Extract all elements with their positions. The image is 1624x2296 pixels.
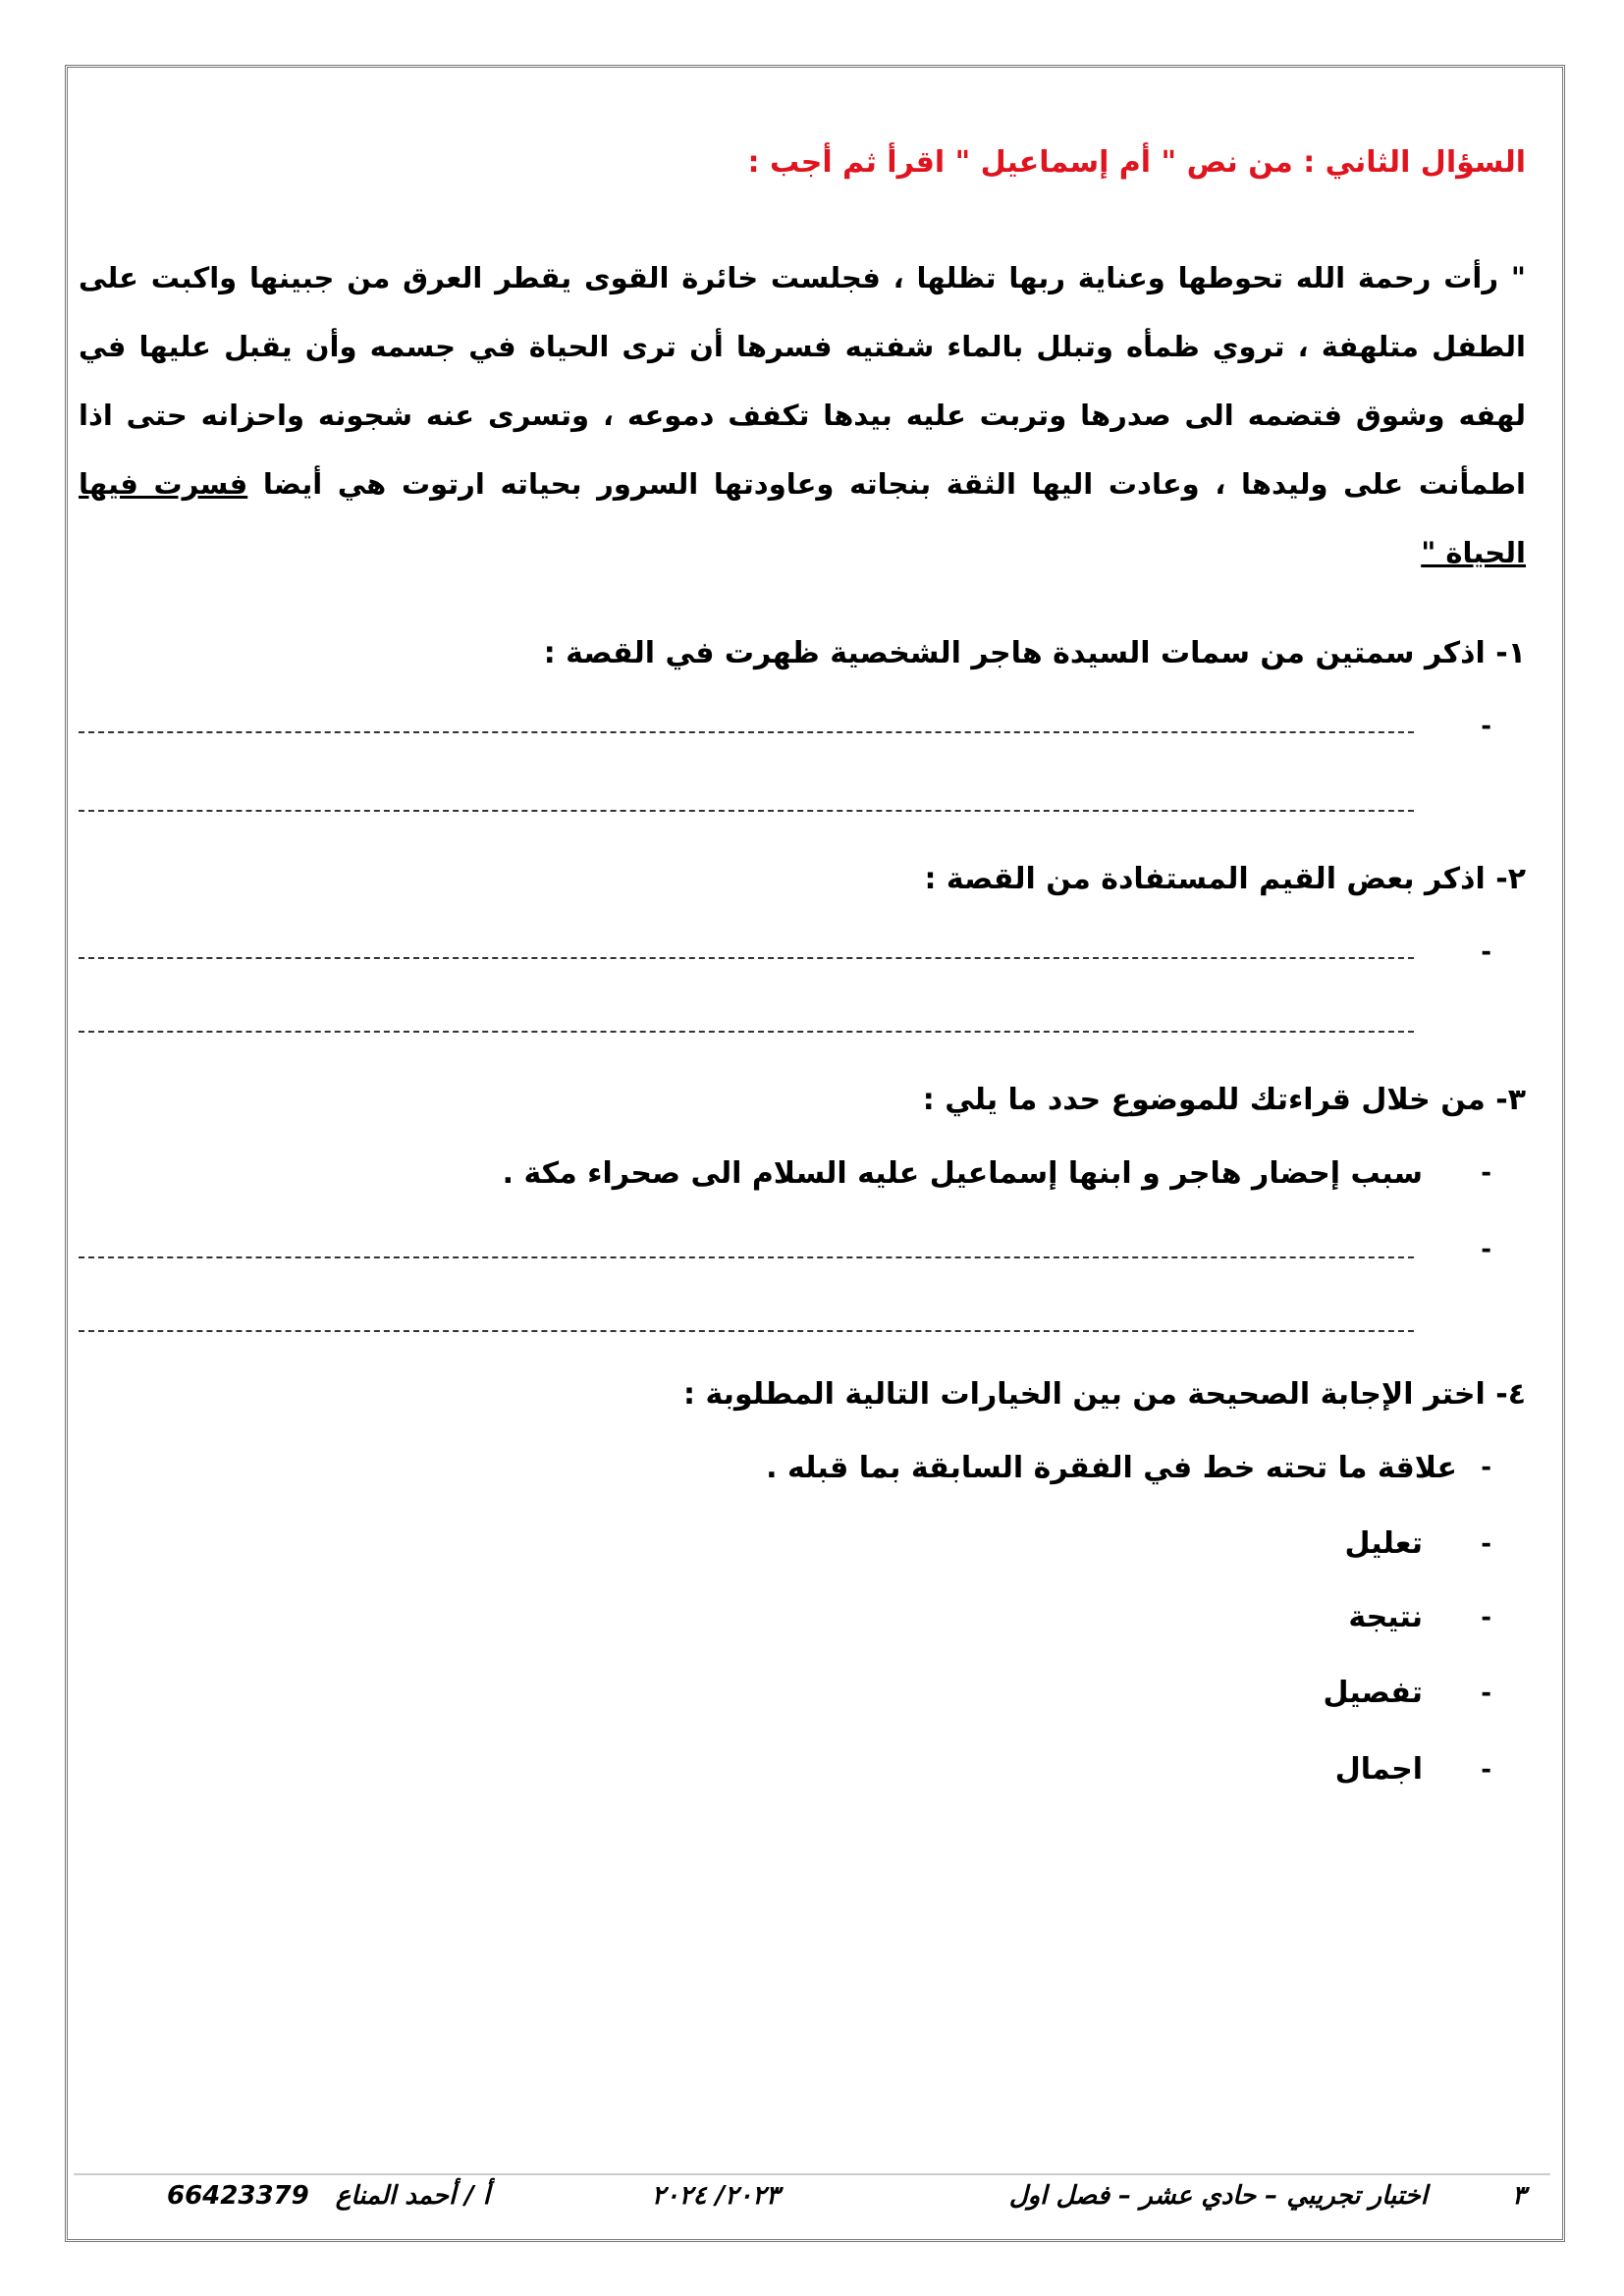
answer-line[interactable]: [79, 1031, 1414, 1033]
answer-line[interactable]: [79, 1330, 1414, 1332]
option-2[interactable]: نتيجة: [1348, 1600, 1423, 1634]
bullet: -: [1481, 1158, 1491, 1188]
answer-line[interactable]: [79, 731, 1414, 733]
teacher-phone: 66423379: [167, 2181, 309, 2211]
question-3-sub: سبب إحضار هاجر و ابنها إسماعيل عليه السلام الى صحراء مكة .: [502, 1156, 1423, 1191]
bullet: -: [1481, 1755, 1491, 1785]
bullet: -: [1481, 712, 1491, 741]
answer-line[interactable]: [79, 810, 1414, 812]
bullet: -: [1481, 1453, 1491, 1482]
question-title: السؤال الثاني : من نص " أم إسماعيل " اقرأ ثم أجب :: [747, 145, 1526, 180]
bullet: -: [1481, 1679, 1491, 1708]
page-number: ٣: [1512, 2181, 1526, 2211]
exam-label: اختبار تجريبي – حادي عشر – فصل اول: [1008, 2181, 1428, 2211]
bullet: -: [1481, 937, 1491, 967]
school-year: ٢٠٢٣/ ٢٠٢٤: [651, 2181, 780, 2211]
bullet: -: [1481, 1235, 1491, 1264]
option-4[interactable]: اجمال: [1334, 1752, 1423, 1787]
question-1: ١- اذكر سمتين من سمات السيدة هاجر الشخصية ظهرت في القصة :: [543, 636, 1526, 670]
option-3[interactable]: تفصيل: [1323, 1676, 1423, 1710]
reading-passage: [79, 243, 1526, 587]
teacher-name: أ / أحمد المناع: [335, 2181, 490, 2211]
option-1[interactable]: تعليل: [1344, 1526, 1423, 1561]
bullet: -: [1481, 1529, 1491, 1559]
bullet: -: [1481, 1603, 1491, 1632]
question-2: ٢- اذكر بعض القيم المستفادة من القصة :: [924, 862, 1526, 896]
answer-line[interactable]: [79, 957, 1414, 959]
answer-line[interactable]: [79, 1256, 1414, 1258]
passage-text: " رأت رحمة الله تحوطها وعناية ربها تظلها ، فجلست خائرة القوى يقطر العرق من جبينها واكبت على الطفل متلهفة ، تروي ظمأه وتبلل بالماء شفتيه فسرها أن ترى الحياة في جسمه وأن يقبل عليها في لهفه وشوق فتضمه الى صدرها وتربت عليه بيدها تكفف دموعه ، وتسرى عنه شجونه واحزانه حتى اذا اطمأنت على وليدها ، وعادت اليها الثقة بنجاته وعاودتها السرور بحياته ارتوت هي أيضا: [79, 261, 1526, 501]
footer-divider: [74, 2173, 1550, 2175]
question-4-sub: علاقة ما تحته خط في الفقرة السابقة بما قبله .: [766, 1451, 1457, 1485]
question-3: ٣- من خلال قراءتك للموضوع حدد ما يلي :: [922, 1083, 1526, 1117]
question-4: ٤- اختر الإجابة الصحيحة من بين الخيارات التالية المطلوبة :: [683, 1377, 1526, 1412]
underlined-phrase: فسرت فيها الحياة ": [79, 467, 1526, 569]
